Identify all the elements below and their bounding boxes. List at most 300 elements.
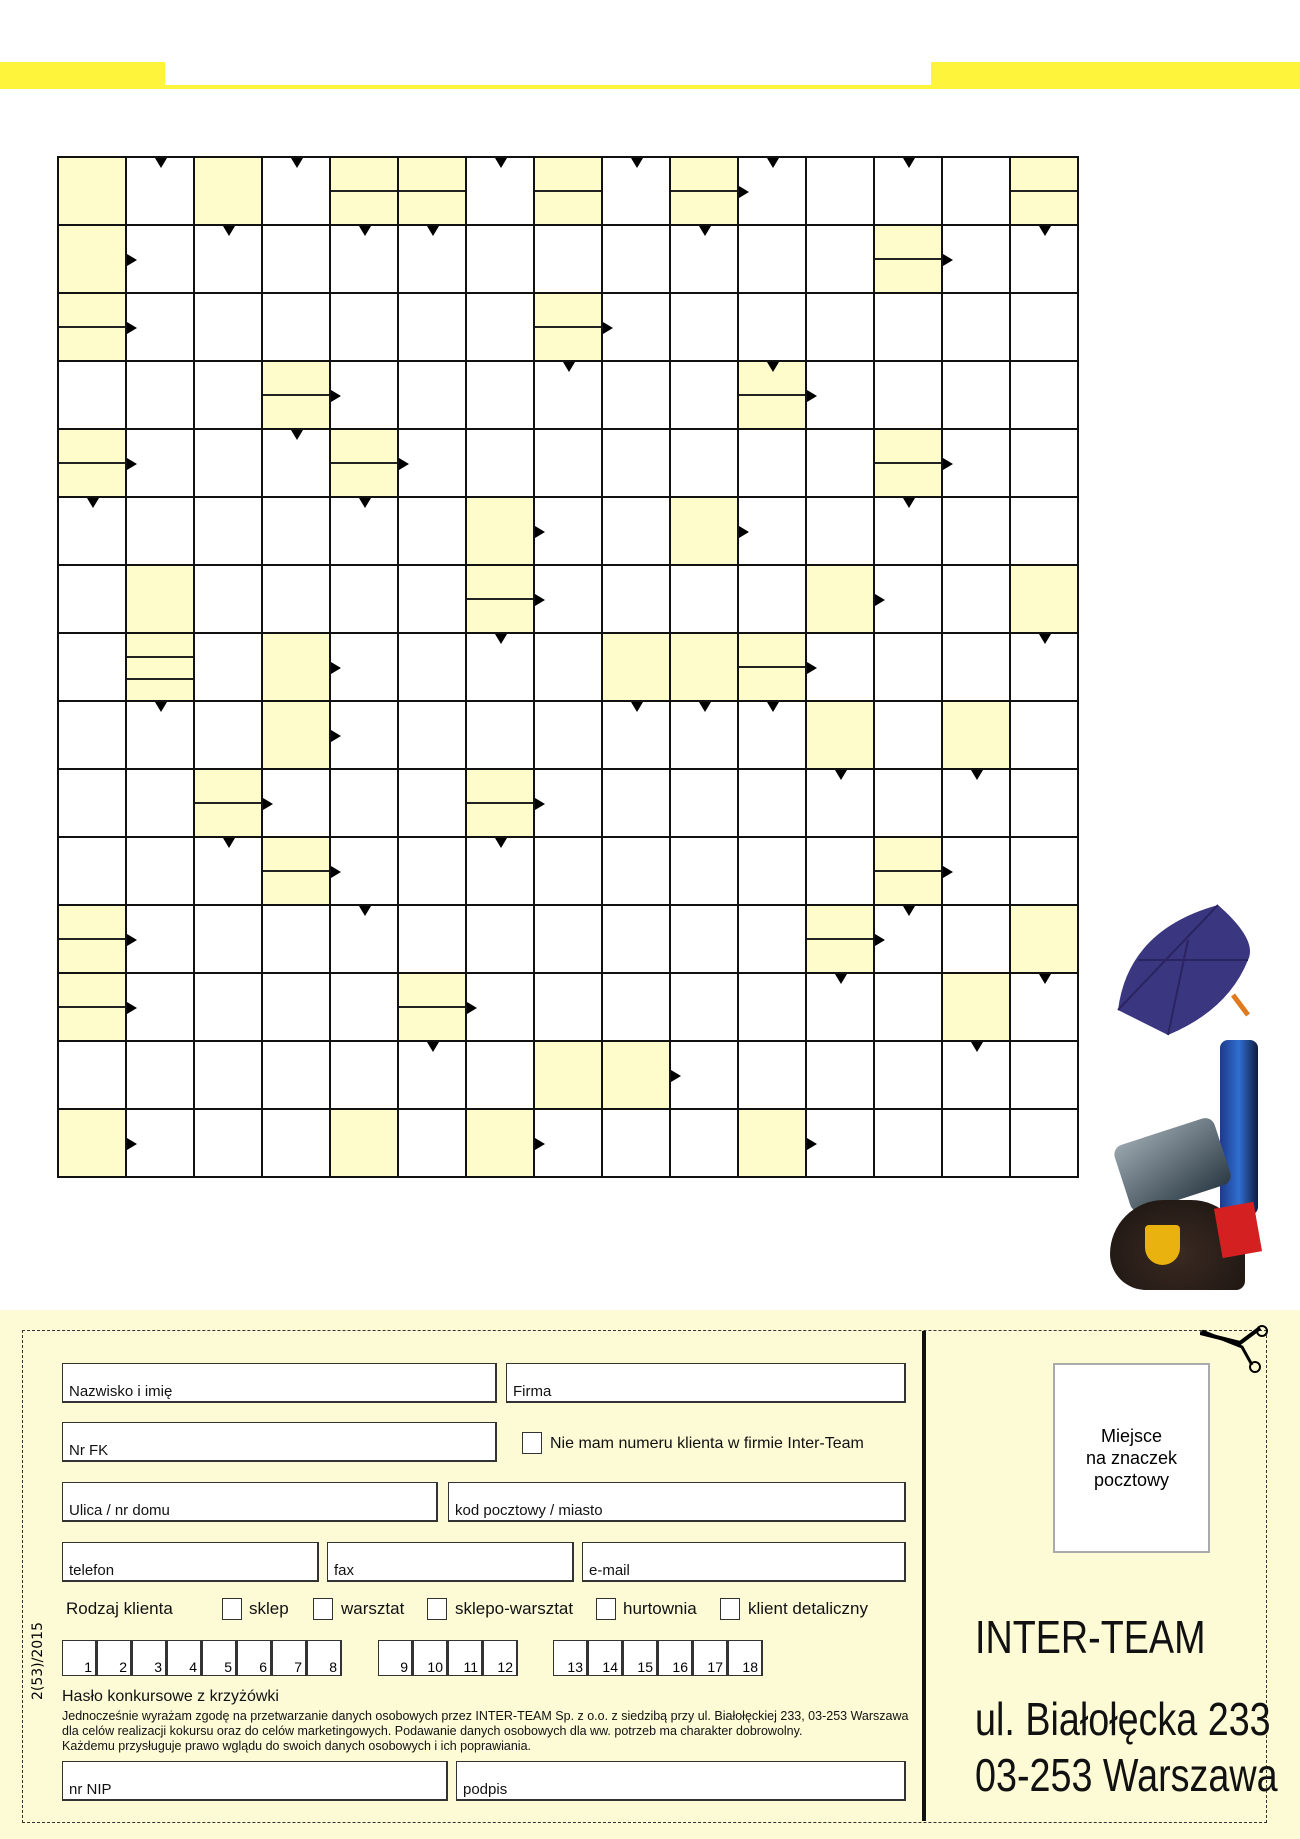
arrow-right-icon — [331, 662, 341, 674]
answer-cell[interactable] — [535, 770, 603, 838]
answer-cell[interactable] — [467, 1042, 535, 1110]
answer-cell[interactable] — [1011, 770, 1079, 838]
clue-cell — [943, 702, 1011, 770]
answer-cell[interactable] — [671, 770, 739, 838]
answer-cell[interactable] — [331, 362, 399, 430]
answer-cell[interactable] — [807, 430, 875, 498]
answer-cell[interactable] — [807, 1110, 875, 1178]
solution-letter-box[interactable] — [693, 1640, 728, 1676]
answer-cell[interactable] — [943, 770, 1011, 838]
clue-cell — [739, 362, 807, 430]
arrow-down-icon — [835, 770, 847, 780]
company-field[interactable] — [506, 1363, 906, 1403]
answer-cell[interactable] — [59, 362, 127, 430]
answer-cell[interactable] — [875, 294, 943, 362]
arrow-down-icon — [903, 158, 915, 168]
answer-cell[interactable] — [399, 634, 467, 702]
answer-cell[interactable] — [127, 906, 195, 974]
ferrari-badge — [1145, 1225, 1180, 1265]
clue-divider — [535, 326, 601, 328]
answer-cell[interactable] — [1011, 1042, 1079, 1110]
prize-images — [1100, 895, 1270, 1305]
email-field[interactable] — [582, 1542, 906, 1582]
answer-cell[interactable] — [943, 430, 1011, 498]
arrow-down-icon — [631, 158, 643, 168]
answer-cell[interactable] — [603, 158, 671, 226]
solution-letter-box[interactable] — [272, 1640, 307, 1676]
answer-cell[interactable] — [1011, 634, 1079, 702]
answer-cell[interactable] — [603, 430, 671, 498]
answer-cell[interactable] — [943, 566, 1011, 634]
answer-cell[interactable] — [603, 498, 671, 566]
answer-cell[interactable] — [807, 294, 875, 362]
arrow-down-icon — [971, 770, 983, 780]
arrow-down-icon — [291, 158, 303, 168]
consent-text — [62, 1709, 922, 1754]
answer-cell[interactable] — [399, 430, 467, 498]
arrow-down-icon — [767, 362, 779, 372]
clue-divider — [59, 462, 125, 464]
solution-letter-box[interactable] — [307, 1640, 342, 1676]
answer-cell[interactable] — [467, 362, 535, 430]
answer-cell[interactable] — [59, 498, 127, 566]
answer-cell[interactable] — [59, 1042, 127, 1110]
answer-cell[interactable] — [603, 1110, 671, 1178]
answer-cell[interactable] — [535, 498, 603, 566]
arrow-down-icon — [155, 702, 167, 712]
answer-cell[interactable] — [807, 226, 875, 294]
solution-letter-box[interactable] — [132, 1640, 167, 1676]
answer-cell[interactable] — [1011, 430, 1079, 498]
answer-cell[interactable] — [195, 498, 263, 566]
answer-cell[interactable] — [807, 1042, 875, 1110]
arrow-right-icon — [807, 662, 817, 674]
answer-cell[interactable] — [671, 566, 739, 634]
signature-label: podpis — [463, 1781, 508, 1798]
answer-cell[interactable] — [263, 294, 331, 362]
arrow-right-icon — [603, 322, 613, 334]
answer-cell[interactable] — [467, 702, 535, 770]
solution-box-number: 8 — [329, 1659, 337, 1675]
clue-cell — [875, 430, 943, 498]
answer-cell[interactable] — [467, 974, 535, 1042]
answer-cell[interactable] — [1011, 294, 1079, 362]
clue-divider — [875, 258, 941, 260]
answer-cell[interactable] — [875, 1110, 943, 1178]
arrow-down-icon — [223, 226, 235, 236]
answer-cell[interactable] — [263, 226, 331, 294]
answer-cell[interactable] — [195, 294, 263, 362]
arrow-down-icon — [903, 906, 915, 916]
answer-cell[interactable] — [263, 1110, 331, 1178]
address-company: INTER-TEAM — [975, 1611, 1206, 1663]
answer-cell[interactable] — [535, 906, 603, 974]
answer-cell[interactable] — [603, 226, 671, 294]
arrow-down-icon — [971, 1042, 983, 1052]
answer-cell[interactable] — [807, 634, 875, 702]
client-type-checkbox-sklepo-warsztat[interactable] — [427, 1598, 447, 1620]
answer-cell[interactable] — [467, 226, 535, 294]
arrow-right-icon — [127, 322, 137, 334]
answer-cell[interactable] — [943, 838, 1011, 906]
answer-cell[interactable] — [127, 1110, 195, 1178]
solution-box-number: 16 — [672, 1659, 688, 1675]
clue-cell — [671, 498, 739, 566]
solution-box-number: 10 — [427, 1659, 443, 1675]
client-type-option-klient-detaliczny: klient detaliczny — [748, 1599, 869, 1618]
arrow-right-icon — [535, 1138, 545, 1150]
answer-cell[interactable] — [399, 498, 467, 566]
solution-letter-box[interactable] — [378, 1640, 413, 1676]
address-city: 03-253 Warszawa — [975, 1749, 1278, 1801]
answer-cell[interactable] — [943, 498, 1011, 566]
answer-cell[interactable] — [603, 702, 671, 770]
answer-cell[interactable] — [603, 838, 671, 906]
answer-cell[interactable] — [331, 294, 399, 362]
answer-cell[interactable] — [603, 362, 671, 430]
clue-cell — [739, 634, 807, 702]
arrow-right-icon — [739, 526, 749, 538]
client-type-checkbox-hurtownia[interactable] — [596, 1598, 616, 1620]
answer-cell[interactable] — [603, 906, 671, 974]
arrow-down-icon — [359, 906, 371, 916]
solution-letter-box[interactable] — [588, 1640, 623, 1676]
answer-cell[interactable] — [195, 226, 263, 294]
street-field[interactable] — [62, 1482, 438, 1522]
answer-cell[interactable] — [331, 838, 399, 906]
arrow-right-icon — [535, 526, 545, 538]
postal-city-label: kod pocztowy / miasto — [455, 1502, 603, 1519]
answer-cell[interactable] — [263, 1042, 331, 1110]
answer-cell[interactable] — [195, 1110, 263, 1178]
clue-cell — [807, 566, 875, 634]
answer-cell[interactable] — [195, 974, 263, 1042]
postal-city-field[interactable] — [448, 1482, 906, 1522]
solution-letter-box[interactable] — [448, 1640, 483, 1676]
answer-cell[interactable] — [739, 838, 807, 906]
arrow-down-icon — [495, 634, 507, 644]
answer-cell[interactable] — [399, 226, 467, 294]
arrow-right-icon — [263, 798, 273, 810]
nip-field[interactable] — [62, 1761, 448, 1801]
answer-cell[interactable] — [399, 294, 467, 362]
solution-letter-box[interactable] — [623, 1640, 658, 1676]
answer-cell[interactable] — [875, 566, 943, 634]
coupon-divider — [922, 1331, 926, 1821]
answer-cell[interactable] — [399, 702, 467, 770]
clue-divider — [399, 1006, 465, 1008]
answer-cell[interactable] — [535, 974, 603, 1042]
solution-letter-box[interactable] — [483, 1640, 518, 1676]
answer-cell[interactable] — [399, 1042, 467, 1110]
signature-field[interactable] — [456, 1761, 906, 1801]
answer-cell[interactable] — [399, 362, 467, 430]
answer-cell[interactable] — [943, 1110, 1011, 1178]
solution-letter-box[interactable] — [202, 1640, 237, 1676]
answer-cell[interactable] — [535, 702, 603, 770]
answer-cell[interactable] — [603, 566, 671, 634]
answer-cell[interactable] — [127, 1042, 195, 1110]
client-type-checkbox-klient-detaliczny[interactable] — [720, 1598, 740, 1620]
answer-cell[interactable] — [195, 1042, 263, 1110]
answer-cell[interactable] — [535, 1110, 603, 1178]
answer-cell[interactable] — [943, 906, 1011, 974]
answer-cell[interactable] — [739, 498, 807, 566]
answer-cell[interactable] — [127, 974, 195, 1042]
answer-cell[interactable] — [943, 362, 1011, 430]
answer-cell[interactable] — [739, 294, 807, 362]
answer-cell[interactable] — [59, 770, 127, 838]
answer-cell[interactable] — [331, 498, 399, 566]
clue-cell — [1011, 158, 1079, 226]
arrow-right-icon — [875, 594, 885, 606]
arrow-down-icon — [699, 702, 711, 712]
answer-cell[interactable] — [399, 566, 467, 634]
answer-cell[interactable] — [331, 770, 399, 838]
answer-cell[interactable] — [807, 158, 875, 226]
answer-cell[interactable] — [195, 430, 263, 498]
answer-cell[interactable] — [1011, 226, 1079, 294]
answer-cell[interactable] — [739, 226, 807, 294]
answer-cell[interactable] — [263, 566, 331, 634]
answer-cell[interactable] — [875, 362, 943, 430]
answer-cell[interactable] — [671, 430, 739, 498]
answer-cell[interactable] — [331, 634, 399, 702]
answer-cell[interactable] — [263, 158, 331, 226]
solution-label: Hasło konkursowe z krzyżówki — [62, 1688, 279, 1705]
answer-cell[interactable] — [739, 1042, 807, 1110]
answer-cell[interactable] — [1011, 498, 1079, 566]
answer-cell[interactable] — [195, 906, 263, 974]
answer-cell[interactable] — [263, 498, 331, 566]
answer-cell[interactable] — [535, 838, 603, 906]
answer-cell[interactable] — [603, 770, 671, 838]
stamp-line-2: na znaczek — [1085, 1448, 1178, 1468]
answer-cell[interactable] — [739, 906, 807, 974]
answer-cell[interactable] — [467, 294, 535, 362]
answer-cell[interactable] — [671, 1110, 739, 1178]
answer-cell[interactable] — [331, 1042, 399, 1110]
answer-cell[interactable] — [671, 906, 739, 974]
clue-cell — [807, 906, 875, 974]
fax-label: fax — [334, 1562, 355, 1579]
answer-cell[interactable] — [1011, 974, 1079, 1042]
arrow-right-icon — [535, 594, 545, 606]
answer-cell[interactable] — [671, 1042, 739, 1110]
arrow-right-icon — [807, 1138, 817, 1150]
answer-cell[interactable] — [943, 294, 1011, 362]
answer-cell[interactable] — [535, 362, 603, 430]
answer-cell[interactable] — [535, 566, 603, 634]
solution-box-number: 2 — [119, 1659, 127, 1675]
clue-divider — [467, 598, 533, 600]
solution-letter-box[interactable] — [167, 1640, 202, 1676]
answer-cell[interactable] — [59, 702, 127, 770]
answer-cell[interactable] — [127, 770, 195, 838]
clue-cell — [331, 1110, 399, 1178]
answer-cell[interactable] — [875, 702, 943, 770]
answer-cell[interactable] — [467, 838, 535, 906]
arrow-right-icon — [807, 390, 817, 402]
answer-cell[interactable] — [399, 838, 467, 906]
answer-cell[interactable] — [59, 566, 127, 634]
stamp-line-1: Miejsce — [1100, 1426, 1162, 1446]
answer-cell[interactable] — [195, 838, 263, 906]
answer-cell[interactable] — [195, 634, 263, 702]
answer-cell[interactable] — [875, 906, 943, 974]
answer-cell[interactable] — [671, 362, 739, 430]
arrow-right-icon — [671, 1070, 681, 1082]
answer-cell[interactable] — [331, 566, 399, 634]
clue-cell — [59, 158, 127, 226]
clue-divider — [875, 870, 941, 872]
clue-cell — [807, 702, 875, 770]
clue-divider — [195, 802, 261, 804]
answer-cell[interactable] — [807, 498, 875, 566]
solution-letter-box[interactable] — [728, 1640, 763, 1676]
answer-cell[interactable] — [943, 158, 1011, 226]
answer-cell[interactable] — [535, 430, 603, 498]
clue-cell — [875, 226, 943, 294]
answer-cell[interactable] — [467, 634, 535, 702]
solution-letter-box[interactable] — [97, 1640, 132, 1676]
answer-cell[interactable] — [59, 634, 127, 702]
umbrella-icon — [1108, 900, 1258, 1045]
answer-cell[interactable] — [1011, 702, 1079, 770]
stamp-line-3: pocztowy — [1093, 1470, 1170, 1490]
answer-cell[interactable] — [399, 770, 467, 838]
client-type-checkbox-warsztat[interactable] — [313, 1598, 333, 1620]
arrow-right-icon — [127, 458, 137, 470]
solution-box-number: 6 — [259, 1659, 267, 1675]
answer-cell[interactable] — [195, 702, 263, 770]
answer-cell[interactable] — [671, 226, 739, 294]
clue-cell — [535, 294, 603, 362]
answer-cell[interactable] — [331, 974, 399, 1042]
client-number-field[interactable] — [62, 1422, 497, 1462]
answer-cell[interactable] — [671, 294, 739, 362]
fax-field[interactable] — [327, 1542, 574, 1582]
solution-letter-box[interactable] — [658, 1640, 693, 1676]
answer-cell[interactable] — [1011, 1110, 1079, 1178]
answer-cell[interactable] — [127, 430, 195, 498]
answer-cell[interactable] — [127, 838, 195, 906]
phone-label: telefon — [69, 1562, 115, 1579]
arrow-down-icon — [427, 1042, 439, 1052]
answer-cell[interactable] — [127, 294, 195, 362]
answer-cell[interactable] — [807, 362, 875, 430]
solution-box-number: 5 — [224, 1659, 232, 1675]
answer-cell[interactable] — [331, 906, 399, 974]
answer-cell[interactable] — [603, 974, 671, 1042]
client-type-checkbox-sklep[interactable] — [222, 1598, 242, 1620]
arrow-right-icon — [331, 730, 341, 742]
answer-cell[interactable] — [127, 226, 195, 294]
solution-letter-box[interactable] — [553, 1640, 588, 1676]
answer-cell[interactable] — [331, 702, 399, 770]
answer-cell[interactable] — [807, 770, 875, 838]
answer-cell[interactable] — [739, 702, 807, 770]
clue-cell — [467, 1110, 535, 1178]
answer-cell[interactable] — [671, 838, 739, 906]
clue-divider — [399, 190, 465, 192]
answer-cell[interactable] — [331, 226, 399, 294]
consent-line-3: Każdemu przysługuje prawo wglądu do swoich danych osobowych i ich poprawiania. — [62, 1739, 532, 1753]
answer-cell[interactable] — [807, 838, 875, 906]
solution-group-1 — [62, 1640, 342, 1676]
answer-cell[interactable] — [739, 974, 807, 1042]
solution-letter-box[interactable] — [62, 1640, 97, 1676]
clue-cell — [59, 430, 127, 498]
answer-cell[interactable] — [399, 906, 467, 974]
answer-cell[interactable] — [739, 430, 807, 498]
header-accent-line — [165, 85, 931, 89]
answer-cell[interactable] — [875, 1042, 943, 1110]
answer-cell[interactable] — [603, 294, 671, 362]
answer-cell[interactable] — [467, 430, 535, 498]
answer-cell[interactable] — [671, 974, 739, 1042]
answer-cell[interactable] — [671, 702, 739, 770]
answer-cell[interactable] — [943, 226, 1011, 294]
clue-cell — [535, 1042, 603, 1110]
answer-cell[interactable] — [263, 906, 331, 974]
answer-cell[interactable] — [943, 1042, 1011, 1110]
clue-cell — [1011, 906, 1079, 974]
arrow-right-icon — [399, 458, 409, 470]
answer-cell[interactable] — [195, 362, 263, 430]
name-field[interactable] — [62, 1363, 497, 1403]
answer-cell[interactable] — [739, 566, 807, 634]
answer-cell[interactable] — [399, 1110, 467, 1178]
answer-cell[interactable] — [263, 770, 331, 838]
answer-cell[interactable] — [263, 430, 331, 498]
answer-cell[interactable] — [739, 770, 807, 838]
answer-cell[interactable] — [263, 974, 331, 1042]
answer-cell[interactable] — [467, 906, 535, 974]
answer-cell[interactable] — [875, 634, 943, 702]
solution-letter-box[interactable] — [413, 1640, 448, 1676]
answer-cell[interactable] — [195, 566, 263, 634]
solution-box-number: 11 — [463, 1659, 478, 1675]
solution-letter-box[interactable] — [237, 1640, 272, 1676]
answer-cell[interactable] — [875, 158, 943, 226]
consent-line-1: Jednocześnie wyrażam zgodę na przetwarzanie danych osobowych przez INTER-TEAM Sp. z o.o. z siedzibą przy ul. Białołęckiej 233, 03-253 Warszawa — [62, 1709, 909, 1723]
answer-cell[interactable] — [127, 498, 195, 566]
answer-cell[interactable] — [535, 634, 603, 702]
answer-cell[interactable] — [875, 498, 943, 566]
answer-cell[interactable] — [807, 974, 875, 1042]
answer-cell[interactable] — [1011, 362, 1079, 430]
answer-cell[interactable] — [875, 974, 943, 1042]
answer-cell[interactable] — [875, 770, 943, 838]
no-client-number-checkbox[interactable] — [522, 1432, 542, 1454]
answer-cell[interactable] — [535, 226, 603, 294]
answer-cell[interactable] — [943, 634, 1011, 702]
answer-cell[interactable] — [467, 158, 535, 226]
client-type-option-sklep: sklep — [249, 1599, 289, 1618]
solution-box-number: 15 — [637, 1659, 653, 1675]
flashlight-image — [1220, 1040, 1258, 1215]
answer-cell[interactable] — [1011, 838, 1079, 906]
answer-cell[interactable] — [739, 158, 807, 226]
clue-divider — [59, 1006, 125, 1008]
consent-line-2: dla celów realizacji kokursu oraz do celów marketingowych. Podawanie danych osobowych dla ww. potrzeb ma charakter dobrowolny. — [62, 1724, 803, 1738]
answer-cell[interactable] — [127, 362, 195, 430]
answer-cell[interactable] — [127, 158, 195, 226]
answer-cell[interactable] — [127, 702, 195, 770]
phone-field[interactable] — [62, 1542, 319, 1582]
answer-cell[interactable] — [59, 838, 127, 906]
